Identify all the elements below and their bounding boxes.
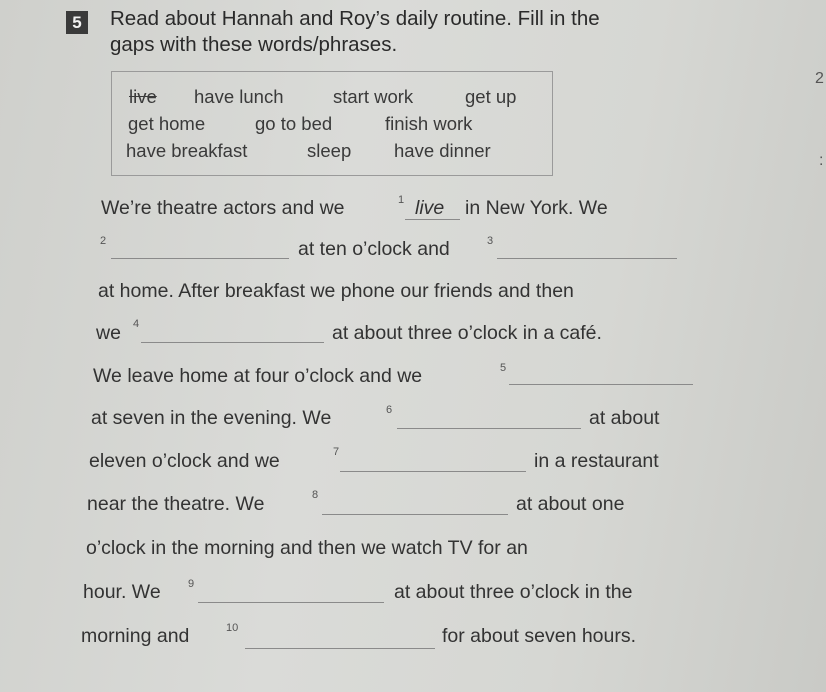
gap-8-line[interactable] [322,514,508,515]
gap-number-9: 9 [188,578,195,590]
text-line: o’clock in the morning and then we watch TV for an [86,537,528,559]
text-line: hour. We [83,581,161,603]
gap-3-line[interactable] [497,258,677,259]
word-sleep: sleep [307,140,352,161]
word-have-breakfast: have breakfast [126,140,248,161]
word-get-up: get up [465,86,517,107]
exercise-number-badge: 5 [66,11,88,34]
text-line: at ten o’clock and [298,238,450,260]
gap-9-line[interactable] [198,602,384,603]
text-line: at about three o’clock in a café. [332,322,602,344]
text-line: eleven o’clock and we [89,450,280,472]
margin-mark: 2 [815,70,824,87]
gap-5-line[interactable] [509,384,693,385]
word-have-dinner: have dinner [394,140,491,161]
word-live: live [129,86,157,107]
gap-7-line[interactable] [340,471,526,472]
gap-number-2: 2 [100,235,107,247]
word-box [111,71,553,176]
gap-number-4: 4 [133,318,140,330]
gap-number-5: 5 [500,362,507,374]
text-line: in New York. We [465,197,608,219]
margin-mark: : [819,152,824,169]
text-line: at seven in the evening. We [91,407,332,429]
gap-number-1: 1 [398,194,405,206]
exercise-instructions [110,6,750,58]
gap-number-8: 8 [312,489,319,501]
word-get-home: get home [128,113,206,134]
text-line: We leave home at four o’clock and we [93,365,423,387]
text-line: for about seven hours. [442,625,637,647]
text-line: near the theatre. We [87,493,265,515]
gap-number-7: 7 [333,446,340,458]
gap-number-6: 6 [386,404,393,416]
text-line: at about one [516,493,625,515]
word-start-work: start work [333,86,414,107]
text-line: We’re theatre actors and we [101,197,345,219]
text-line: at home. After breakfast we phone our friends and then [98,280,574,302]
gap-1-line [405,219,460,220]
word-go-to-bed: go to bed [255,113,333,134]
text-line: at about three o’clock in the [394,581,633,603]
example-answer: live [415,197,445,219]
word-have-lunch: have lunch [194,86,284,107]
gap-number-3: 3 [487,235,494,247]
instructions-line-1: Read about Hannah and Roy’s daily routine. Fill in the [110,7,600,30]
gap-6-line[interactable] [397,428,581,429]
text-line: at about [589,407,660,429]
text-line: in a restaurant [534,450,659,472]
word-finish-work: finish work [385,113,473,134]
gap-4-line[interactable] [141,342,324,343]
text-line: morning and [81,625,190,647]
gap-number-10: 10 [226,622,239,634]
text-line: we [96,322,121,344]
gap-10-line[interactable] [245,648,435,649]
instructions-line-2: gaps with these words/phrases. [110,33,398,56]
gap-2-line[interactable] [111,258,289,259]
